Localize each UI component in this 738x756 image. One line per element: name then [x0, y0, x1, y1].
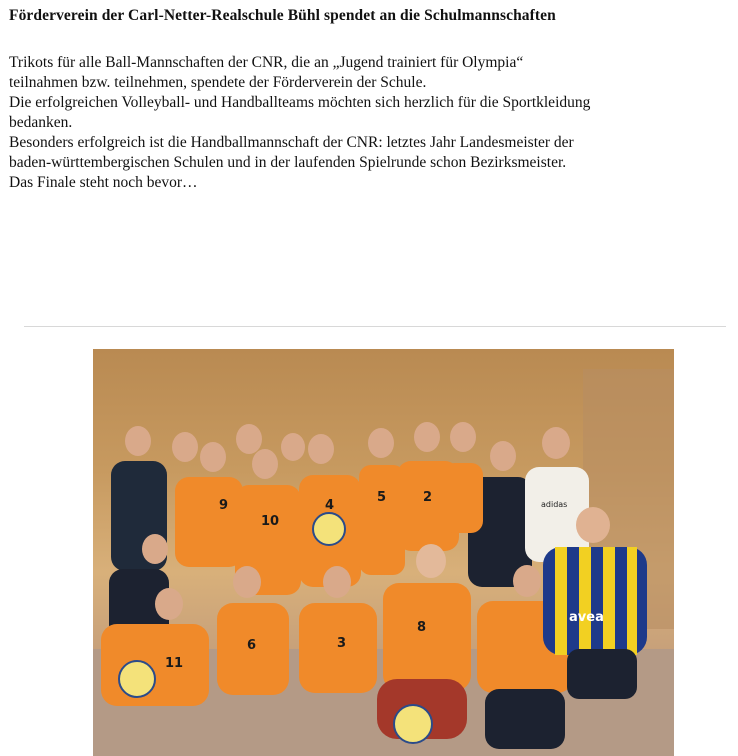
shirt-text: adidas: [541, 500, 568, 509]
jersey-number: 2: [423, 490, 433, 505]
article-title: Förderverein der Carl-Netter-Realschule Bühl spendet an die Schulmannschaften: [9, 7, 556, 24]
article-line: teilnahmen bzw. teilnehmen, spendete der Förderverein der Schule.: [9, 74, 427, 91]
jersey-number: 3: [337, 636, 347, 651]
team-photo-illustration: [93, 349, 674, 756]
shirt-text: avea: [569, 610, 604, 625]
article-line: Trikots für alle Ball-Mannschaften der CNR, die an „Jugend trainiert für Olympia“: [9, 54, 524, 71]
jersey-number: 4: [325, 498, 335, 513]
jersey-number: 8: [417, 620, 427, 635]
article-line: Besonders erfolgreich ist die Handballmannschaft der CNR: letztes Jahr Landesmeister der: [9, 134, 574, 151]
jersey-number: 10: [261, 514, 280, 529]
jersey-number: 5: [377, 490, 387, 505]
jersey-number: 11: [165, 656, 184, 671]
separator-line: [24, 326, 726, 327]
article-line: Die erfolgreichen Volleyball- und Handballteams möchten sich herzlich für die Sportkleidung: [9, 94, 591, 111]
jersey-number: 6: [247, 638, 257, 653]
team-photo: [93, 349, 674, 756]
jersey-number: 9: [219, 498, 229, 513]
article-line: Das Finale steht noch bevor…: [9, 174, 198, 191]
article-body: [9, 53, 737, 193]
article-line: bedanken.: [9, 114, 73, 131]
article-line: baden-württembergischen Schulen und in der laufenden Spielrunde schon Bezirksmeister.: [9, 154, 567, 171]
